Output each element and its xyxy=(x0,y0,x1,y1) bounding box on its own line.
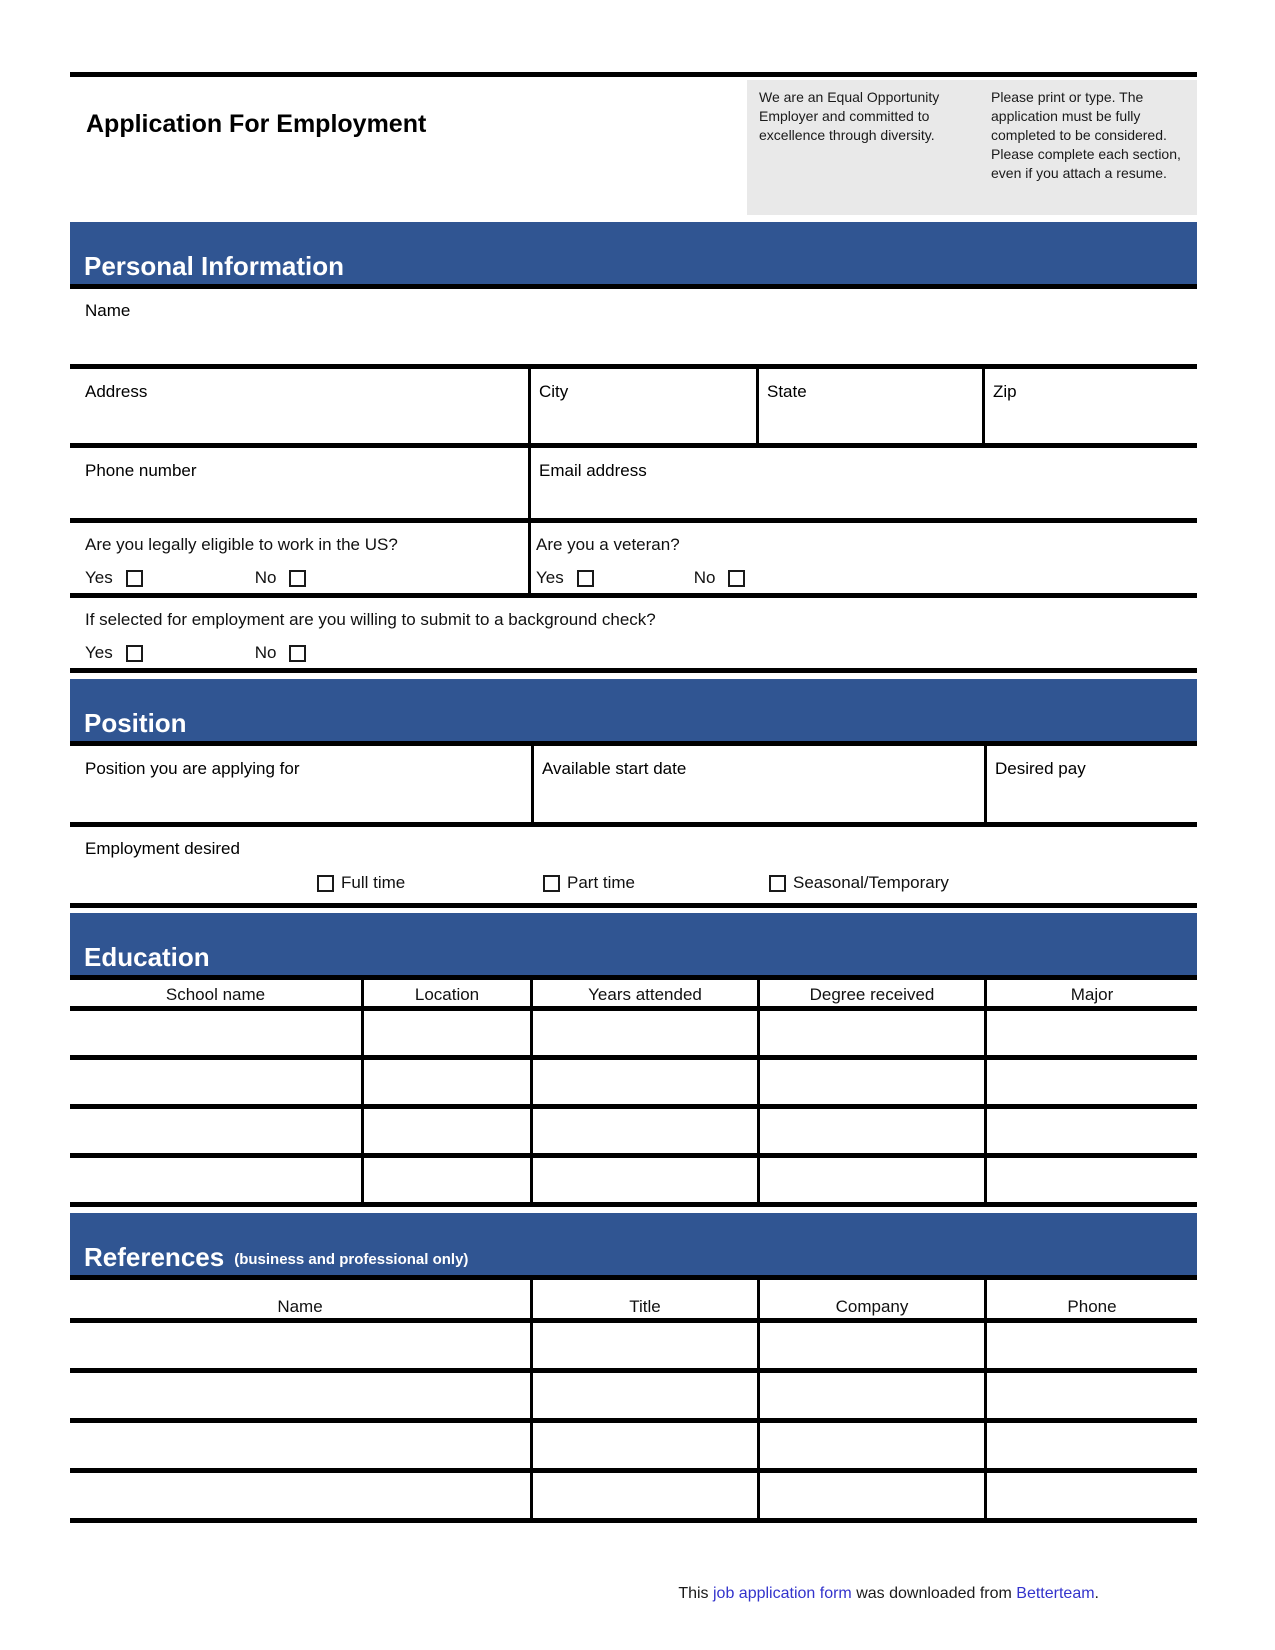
edu-degree-cell[interactable] xyxy=(757,1011,984,1055)
education-col-location: Location xyxy=(361,980,530,1006)
ref-title-cell[interactable] xyxy=(530,1423,757,1468)
footer-suffix: . xyxy=(1094,1585,1099,1602)
references-subtitle: (business and professional only) xyxy=(234,1251,469,1268)
education-row xyxy=(70,1158,1197,1207)
edu-school-cell[interactable] xyxy=(70,1011,361,1055)
phone-label: Phone number xyxy=(85,461,197,480)
page-title: Application For Employment xyxy=(86,110,427,138)
ref-company-cell[interactable] xyxy=(757,1323,984,1368)
eligible-question: Are you legally eligible to work in the US? xyxy=(85,535,398,554)
edu-years-cell[interactable] xyxy=(530,1060,757,1104)
education-col-years: Years attended xyxy=(530,980,757,1006)
references-banner xyxy=(70,1213,1197,1280)
document-header xyxy=(70,77,1197,222)
eligible-yes-label: Yes xyxy=(85,568,113,587)
state-field[interactable] xyxy=(756,369,982,443)
notice-box xyxy=(747,80,1197,215)
desired-pay-field[interactable] xyxy=(984,746,1197,822)
address-label: Address xyxy=(85,382,148,401)
full-time-checkbox[interactable] xyxy=(317,875,334,892)
background-yesno xyxy=(70,643,1197,663)
veteran-question-cell xyxy=(528,523,1197,593)
address-row xyxy=(70,369,1197,448)
position-row xyxy=(70,746,1197,827)
ref-name-cell[interactable] xyxy=(70,1423,530,1468)
ref-phone-cell[interactable] xyxy=(984,1423,1197,1468)
ref-name-cell[interactable] xyxy=(70,1473,530,1518)
reference-row xyxy=(70,1423,1197,1473)
education-col-degree: Degree received xyxy=(757,980,984,1006)
seasonal-checkbox[interactable] xyxy=(769,875,786,892)
reference-row xyxy=(70,1373,1197,1423)
edu-years-cell[interactable] xyxy=(530,1011,757,1055)
footer-middle: was downloaded from xyxy=(851,1585,1017,1602)
edu-location-cell[interactable] xyxy=(361,1060,530,1104)
employment-desired-row xyxy=(70,827,1197,908)
ref-company-cell[interactable] xyxy=(757,1373,984,1418)
education-row xyxy=(70,1060,1197,1109)
education-header-row xyxy=(70,980,1197,1011)
part-time-checkbox[interactable] xyxy=(543,875,560,892)
start-date-label: Available start date xyxy=(542,759,687,778)
eligible-yesno xyxy=(70,568,528,588)
notice-equal-opportunity: We are an Equal Opportunity Employer and committed to excellence through diversity. xyxy=(759,89,940,143)
start-date-field[interactable] xyxy=(531,746,984,822)
seasonal-label: Seasonal/Temporary xyxy=(793,873,949,892)
veteran-yes-checkbox[interactable] xyxy=(577,570,594,587)
edu-years-cell[interactable] xyxy=(530,1158,757,1202)
ref-phone-cell[interactable] xyxy=(984,1373,1197,1418)
background-check-row xyxy=(70,598,1197,673)
ref-name-cell[interactable] xyxy=(70,1373,530,1418)
desired-pay-label: Desired pay xyxy=(995,759,1086,778)
education-banner xyxy=(70,913,1197,980)
edu-school-cell[interactable] xyxy=(70,1060,361,1104)
city-label: City xyxy=(539,382,569,401)
veteran-no-checkbox[interactable] xyxy=(728,570,745,587)
ref-name-cell[interactable] xyxy=(70,1323,530,1368)
references-header-row xyxy=(70,1280,1197,1323)
ref-title-cell[interactable] xyxy=(530,1473,757,1518)
references-col-title: Title xyxy=(530,1280,757,1318)
edu-location-cell[interactable] xyxy=(361,1109,530,1153)
eligibility-row xyxy=(70,523,1197,598)
edu-degree-cell[interactable] xyxy=(757,1109,984,1153)
edu-major-cell[interactable] xyxy=(984,1109,1197,1153)
job-application-form-link[interactable]: job application form xyxy=(713,1585,852,1602)
personal-information-title: Personal Information xyxy=(84,251,345,281)
edu-major-cell[interactable] xyxy=(984,1060,1197,1104)
edu-location-cell[interactable] xyxy=(361,1011,530,1055)
full-time-option xyxy=(317,873,405,893)
background-yes-checkbox[interactable] xyxy=(126,645,143,662)
edu-location-cell[interactable] xyxy=(361,1158,530,1202)
ref-title-cell[interactable] xyxy=(530,1323,757,1368)
name-label: Name xyxy=(85,301,131,320)
references-col-name: Name xyxy=(277,1297,323,1316)
part-time-option xyxy=(543,873,635,893)
email-field[interactable] xyxy=(528,448,1197,518)
zip-label: Zip xyxy=(993,382,1017,401)
betterteam-link[interactable]: Betterteam xyxy=(1016,1585,1095,1602)
position-title: Position xyxy=(84,708,187,738)
eligible-question-cell xyxy=(70,523,528,593)
ref-phone-cell[interactable] xyxy=(984,1473,1197,1518)
phone-email-row xyxy=(70,448,1197,523)
reference-row xyxy=(70,1473,1197,1523)
state-label: State xyxy=(767,382,807,401)
veteran-yes-label: Yes xyxy=(536,568,564,587)
eligible-no-label: No xyxy=(254,568,277,587)
edu-major-cell[interactable] xyxy=(984,1158,1197,1202)
edu-degree-cell[interactable] xyxy=(757,1060,984,1104)
edu-years-cell[interactable] xyxy=(530,1109,757,1153)
edu-major-cell[interactable] xyxy=(984,1011,1197,1055)
notice-instructions: Please print or type. The application must be fully completed to be considered. Please complete each section, even if you attach a resume. xyxy=(991,89,1181,181)
employment-desired-label: Employment desired xyxy=(85,839,240,858)
reference-row xyxy=(70,1323,1197,1373)
references-col-company: Company xyxy=(757,1280,984,1318)
name-field[interactable] xyxy=(70,289,1197,369)
footer-attribution xyxy=(70,1585,1197,1603)
phone-field[interactable] xyxy=(70,448,528,518)
veteran-question: Are you a veteran? xyxy=(536,535,680,554)
email-label: Email address xyxy=(539,461,647,480)
background-no-label: No xyxy=(254,643,277,662)
background-no-checkbox[interactable] xyxy=(289,645,306,662)
education-row xyxy=(70,1109,1197,1158)
education-col-major: Major xyxy=(984,980,1197,1006)
full-time-label: Full time xyxy=(341,873,406,892)
personal-information-banner xyxy=(70,222,1197,289)
background-question: If selected for employment are you willing to submit to a background check? xyxy=(85,610,656,629)
ref-phone-cell[interactable] xyxy=(984,1323,1197,1368)
edu-school-cell[interactable] xyxy=(70,1158,361,1202)
eligible-yes-checkbox[interactable] xyxy=(126,570,143,587)
ref-company-cell[interactable] xyxy=(757,1473,984,1518)
eligible-no-checkbox[interactable] xyxy=(289,570,306,587)
edu-degree-cell[interactable] xyxy=(757,1158,984,1202)
ref-title-cell[interactable] xyxy=(530,1373,757,1418)
city-field[interactable] xyxy=(528,369,756,443)
veteran-no-label: No xyxy=(693,568,716,587)
position-applying-field[interactable] xyxy=(70,746,531,822)
seasonal-option xyxy=(769,873,949,893)
education-title: Education xyxy=(84,942,210,972)
edu-school-cell[interactable] xyxy=(70,1109,361,1153)
education-row xyxy=(70,1011,1197,1060)
position-applying-label: Position you are applying for xyxy=(85,759,300,778)
background-yes-label: Yes xyxy=(85,643,113,662)
position-banner xyxy=(70,679,1197,746)
references-title: References xyxy=(84,1242,225,1272)
education-col-school: School name xyxy=(165,985,266,1004)
part-time-label: Part time xyxy=(567,873,636,892)
veteran-yesno xyxy=(531,568,1197,588)
references-col-phone: Phone xyxy=(984,1280,1197,1318)
footer-prefix: This xyxy=(678,1585,713,1602)
form-content xyxy=(70,0,1197,1603)
zip-field[interactable] xyxy=(982,369,1197,443)
address-field[interactable] xyxy=(70,369,528,443)
ref-company-cell[interactable] xyxy=(757,1423,984,1468)
